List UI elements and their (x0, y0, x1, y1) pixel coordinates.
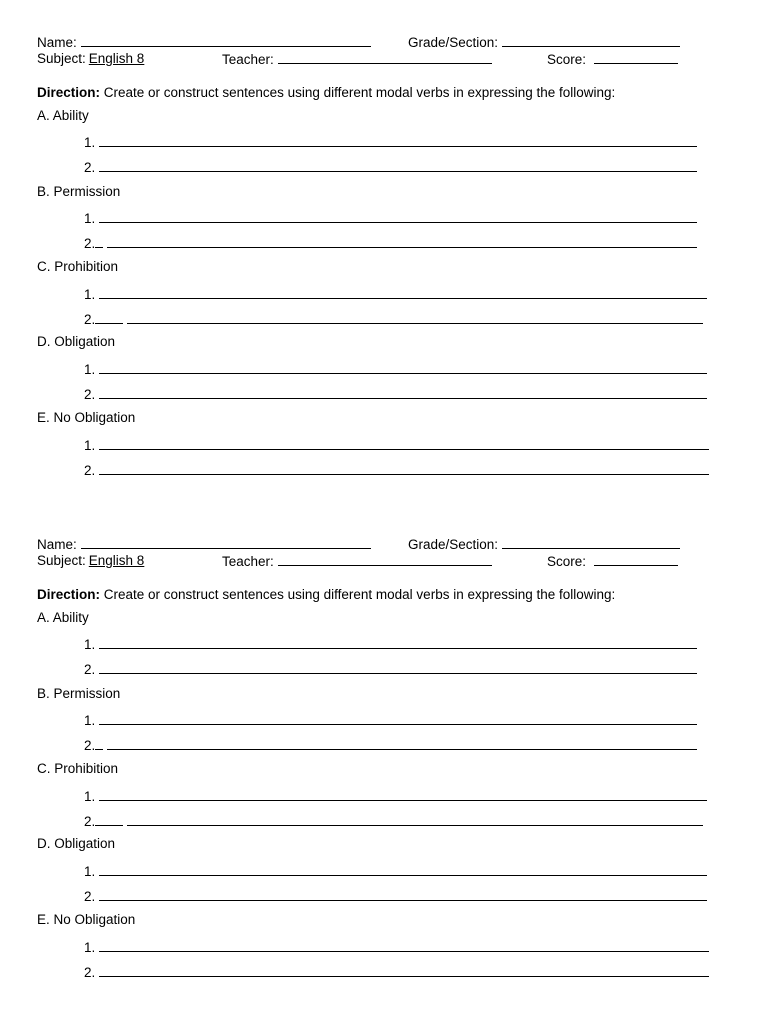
item-number: 2. (84, 387, 96, 402)
grade-row (408, 536, 680, 553)
section-title-ability: A. Ability (37, 610, 89, 625)
direction-text: Create or construct sentences using different modal verbs in expressing the following: (100, 85, 616, 100)
answer-line (84, 462, 709, 479)
grade-section-blank[interactable] (502, 536, 680, 549)
section-title-permission: B. Permission (37, 184, 121, 199)
answer-line (84, 964, 709, 981)
answer-line (84, 210, 697, 227)
grade-row (408, 34, 680, 51)
grade-section-label: Grade/Section: (408, 537, 499, 552)
item-number: 2. (84, 889, 96, 904)
answer-blank[interactable] (99, 712, 697, 725)
section-title-no-obligation: E. No Obligation (37, 410, 136, 425)
teacher-row (222, 51, 492, 68)
answer-line (84, 386, 707, 403)
grade-section-blank[interactable] (502, 34, 680, 47)
answer-blank[interactable] (99, 863, 707, 876)
answer-blank[interactable] (99, 361, 707, 374)
item-number: 2. (84, 738, 96, 753)
subject-value: English 8 (88, 51, 145, 66)
section-title-obligation: D. Obligation (37, 334, 116, 349)
item-number: 2. (84, 814, 96, 829)
answer-line (84, 788, 707, 805)
name-row (37, 536, 371, 553)
answer-blank[interactable] (99, 134, 697, 147)
answer-blank[interactable] (99, 159, 697, 172)
item-number: 1. (84, 864, 96, 879)
section-title-no-obligation: E. No Obligation (37, 912, 136, 927)
item-number: 2. (84, 662, 96, 677)
item-number: 1. (84, 287, 96, 302)
answer-line (84, 712, 697, 729)
score-blank[interactable] (594, 51, 678, 64)
answer-blank[interactable] (99, 964, 709, 977)
item-number: 1. (84, 940, 96, 955)
subject-label: Subject: (37, 553, 86, 568)
teacher-blank[interactable] (278, 553, 492, 566)
section-title-permission: B. Permission (37, 686, 121, 701)
subject-value: English 8 (88, 553, 145, 568)
answer-blank-prefix[interactable] (95, 311, 123, 324)
item-number: 1. (84, 789, 96, 804)
score-row (547, 553, 678, 570)
answer-line (84, 361, 707, 378)
name-label: Name: (37, 35, 77, 50)
subject-label: Subject: (37, 51, 86, 66)
score-blank[interactable] (594, 553, 678, 566)
answer-line (84, 134, 697, 151)
answer-line (84, 636, 697, 653)
teacher-label: Teacher: (222, 52, 274, 67)
answer-blank[interactable] (99, 888, 707, 901)
answer-blank[interactable] (99, 788, 707, 801)
direction (37, 587, 615, 603)
direction-label: Direction: (37, 85, 101, 100)
answer-line (84, 311, 703, 328)
subject-row (37, 51, 144, 67)
answer-blank[interactable] (99, 386, 707, 399)
answer-blank[interactable] (127, 311, 703, 324)
direction-text: Create or construct sentences using different modal verbs in expressing the following: (100, 587, 616, 602)
item-number: 1. (84, 637, 96, 652)
teacher-label: Teacher: (222, 554, 274, 569)
answer-blank[interactable] (99, 636, 697, 649)
answer-blank[interactable] (99, 286, 707, 299)
answer-blank[interactable] (99, 210, 697, 223)
item-number: 2. (84, 160, 96, 175)
section-title-ability: A. Ability (37, 108, 89, 123)
answer-line (84, 235, 697, 252)
item-number: 1. (84, 135, 96, 150)
answer-line (84, 159, 697, 176)
score-label: Score: (547, 52, 587, 67)
teacher-blank[interactable] (278, 51, 492, 64)
score-label: Score: (547, 554, 587, 569)
answer-line (84, 437, 709, 454)
name-label: Name: (37, 537, 77, 552)
grade-section-label: Grade/Section: (408, 35, 499, 50)
item-number: 1. (84, 713, 96, 728)
answer-blank[interactable] (99, 462, 709, 475)
answer-line (84, 286, 707, 303)
name-row (37, 34, 371, 51)
answer-blank[interactable] (107, 737, 697, 750)
item-number: 1. (84, 362, 96, 377)
answer-line (84, 737, 697, 754)
score-row (547, 51, 678, 68)
answer-line (84, 939, 709, 956)
answer-blank[interactable] (99, 939, 709, 952)
answer-line (84, 661, 697, 678)
answer-line (84, 813, 703, 830)
answer-blank-prefix[interactable] (95, 235, 103, 248)
answer-blank[interactable] (99, 437, 709, 450)
direction-label: Direction: (37, 587, 101, 602)
answer-blank[interactable] (99, 661, 697, 674)
answer-blank[interactable] (107, 235, 697, 248)
answer-blank-prefix[interactable] (95, 813, 123, 826)
item-number: 1. (84, 211, 96, 226)
name-blank[interactable] (81, 536, 371, 549)
item-number: 2. (84, 463, 96, 478)
teacher-row (222, 553, 492, 570)
subject-row (37, 553, 144, 569)
item-number: 2. (84, 236, 96, 251)
direction (37, 85, 615, 101)
section-title-prohibition: C. Prohibition (37, 259, 119, 274)
name-blank[interactable] (81, 34, 371, 47)
answer-line (84, 888, 707, 905)
answer-blank[interactable] (127, 813, 703, 826)
item-number: 1. (84, 438, 96, 453)
section-title-prohibition: C. Prohibition (37, 761, 119, 776)
answer-line (84, 863, 707, 880)
answer-blank-prefix[interactable] (95, 737, 103, 750)
item-number: 2. (84, 312, 96, 327)
item-number: 2. (84, 965, 96, 980)
section-title-obligation: D. Obligation (37, 836, 116, 851)
